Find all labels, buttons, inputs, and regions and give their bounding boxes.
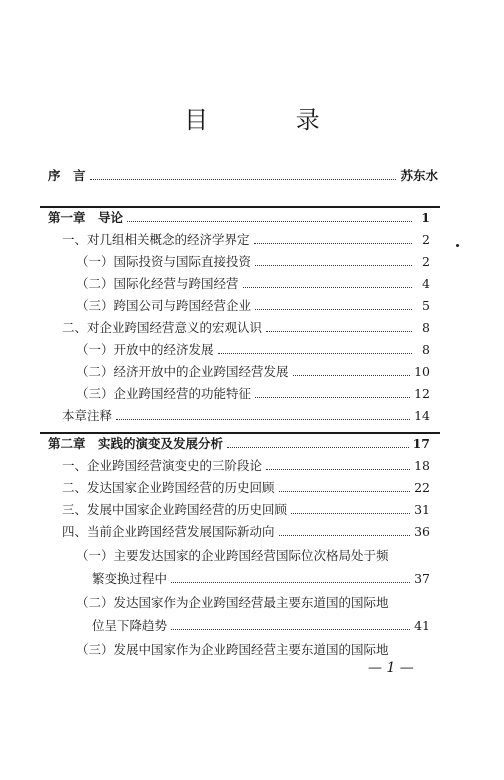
toc-entry[interactable] bbox=[48, 436, 430, 452]
dot-leader bbox=[293, 375, 411, 376]
toc-entry-title: 第二章 实践的演变及发展分析 bbox=[48, 436, 224, 451]
section-divider bbox=[40, 206, 440, 208]
toc-entry-title: 三、发展中国家企业跨国经营的历史回顾 bbox=[62, 502, 288, 517]
toc-entry-title: （二）经济开放中的企业跨国经营发展 bbox=[76, 364, 289, 379]
toc-entry-title: （三）发展中国家作为企业跨国经营主要东道国的国际地 bbox=[76, 642, 389, 657]
toc-entry-title: 第一章 导论 bbox=[48, 210, 124, 225]
toc-entry[interactable] bbox=[48, 168, 438, 184]
dot-leader bbox=[116, 419, 410, 420]
toc-entry[interactable] bbox=[76, 642, 430, 658]
toc-entry-title: （一）国际投资与国际直接投资 bbox=[76, 254, 252, 269]
dot-leader bbox=[279, 491, 411, 492]
toc-entry[interactable] bbox=[62, 408, 430, 424]
toc-entry-page: 22 bbox=[414, 480, 430, 495]
toc-entry-title: （二）发达国家作为企业跨国经营最主要东道国的国际地 bbox=[76, 595, 389, 610]
toc-entry[interactable] bbox=[76, 386, 430, 402]
toc-entry-title: 二、对企业跨国经营意义的宏观认识 bbox=[62, 320, 263, 335]
toc-entry-page: 18 bbox=[414, 458, 430, 473]
toc-entry[interactable] bbox=[92, 618, 430, 634]
toc-entry-page: 37 bbox=[414, 571, 430, 586]
toc-entry[interactable] bbox=[76, 254, 430, 270]
section-divider bbox=[40, 432, 440, 434]
toc-entry-page: 8 bbox=[422, 320, 430, 335]
toc-entry-title: 繁变换过程中 bbox=[92, 571, 168, 586]
toc-entry[interactable] bbox=[62, 232, 430, 248]
dot-leader bbox=[266, 469, 410, 470]
toc-entry-title: 序 言 bbox=[48, 168, 86, 183]
toc-entry-title: 二、发达国家企业跨国经营的历史回顾 bbox=[62, 480, 275, 495]
toc-entry-page: 14 bbox=[414, 408, 430, 423]
scan-speck bbox=[456, 244, 459, 247]
toc-entry[interactable] bbox=[76, 595, 430, 611]
toc-entry-title: （三）跨国公司与跨国经营企业 bbox=[76, 298, 252, 313]
toc-entry[interactable] bbox=[76, 342, 430, 358]
toc-entry[interactable] bbox=[62, 320, 430, 336]
toc-entry[interactable] bbox=[92, 571, 430, 587]
dot-leader bbox=[171, 629, 410, 630]
dot-leader bbox=[218, 353, 412, 354]
dot-leader bbox=[255, 265, 412, 266]
toc-entry[interactable] bbox=[48, 210, 430, 226]
toc-entry-page: 17 bbox=[412, 436, 430, 451]
dot-leader bbox=[255, 397, 410, 398]
toc-entry[interactable] bbox=[62, 458, 430, 474]
toc-entry-page: 8 bbox=[422, 342, 430, 357]
dot-leader bbox=[254, 243, 412, 244]
page-number-footer: — 1 — bbox=[368, 660, 414, 676]
dot-leader bbox=[279, 535, 411, 536]
toc-entry-title: 本章注释 bbox=[62, 408, 113, 423]
dot-leader bbox=[127, 221, 412, 222]
dot-leader bbox=[90, 179, 397, 180]
toc-entry[interactable] bbox=[62, 502, 430, 518]
dot-leader bbox=[171, 582, 410, 583]
toc-entry-page: 2 bbox=[422, 254, 430, 269]
toc-entry-title: （一）开放中的经济发展 bbox=[76, 342, 214, 357]
dot-leader bbox=[243, 287, 412, 288]
toc-entry[interactable] bbox=[62, 480, 430, 496]
toc-entry[interactable] bbox=[76, 548, 430, 564]
toc-entry[interactable] bbox=[76, 276, 430, 292]
toc-entry-page: 苏东水 bbox=[400, 168, 438, 183]
toc-entry-title: 四、当前企业跨国经营发展国际新动向 bbox=[62, 524, 275, 539]
toc-entry-title: （一）主要发达国家的企业跨国经营国际位次格局处于频 bbox=[76, 548, 389, 563]
page-title: 目 录 bbox=[184, 106, 360, 134]
toc-entry[interactable] bbox=[76, 298, 430, 314]
toc-entry-page: 41 bbox=[414, 618, 430, 633]
toc-entry[interactable] bbox=[62, 524, 430, 540]
toc-entry-page: 5 bbox=[422, 298, 430, 313]
dot-leader bbox=[227, 447, 409, 448]
toc-entry-page: 31 bbox=[414, 502, 430, 517]
dot-leader bbox=[255, 309, 412, 310]
toc-entry-title: 一、对几组相关概念的经济学界定 bbox=[62, 232, 250, 247]
toc-entry-page: 10 bbox=[414, 364, 430, 379]
dot-leader bbox=[266, 331, 412, 332]
toc-entry-page: 36 bbox=[414, 524, 430, 539]
toc-entry-page: 1 bbox=[421, 210, 430, 225]
dot-leader bbox=[291, 513, 410, 514]
toc-entry-page: 4 bbox=[422, 276, 430, 291]
toc-entry[interactable] bbox=[76, 364, 430, 380]
toc-entry-page: 12 bbox=[414, 386, 430, 401]
toc-entry-page: 2 bbox=[422, 232, 430, 247]
toc-entry-title: 位呈下降趋势 bbox=[92, 618, 168, 633]
toc-entry-title: （三）企业跨国经营的功能特征 bbox=[76, 386, 252, 401]
toc-entry-title: 一、企业跨国经营演变史的三阶段论 bbox=[62, 458, 263, 473]
toc-entry-title: （二）国际化经营与跨国经营 bbox=[76, 276, 239, 291]
